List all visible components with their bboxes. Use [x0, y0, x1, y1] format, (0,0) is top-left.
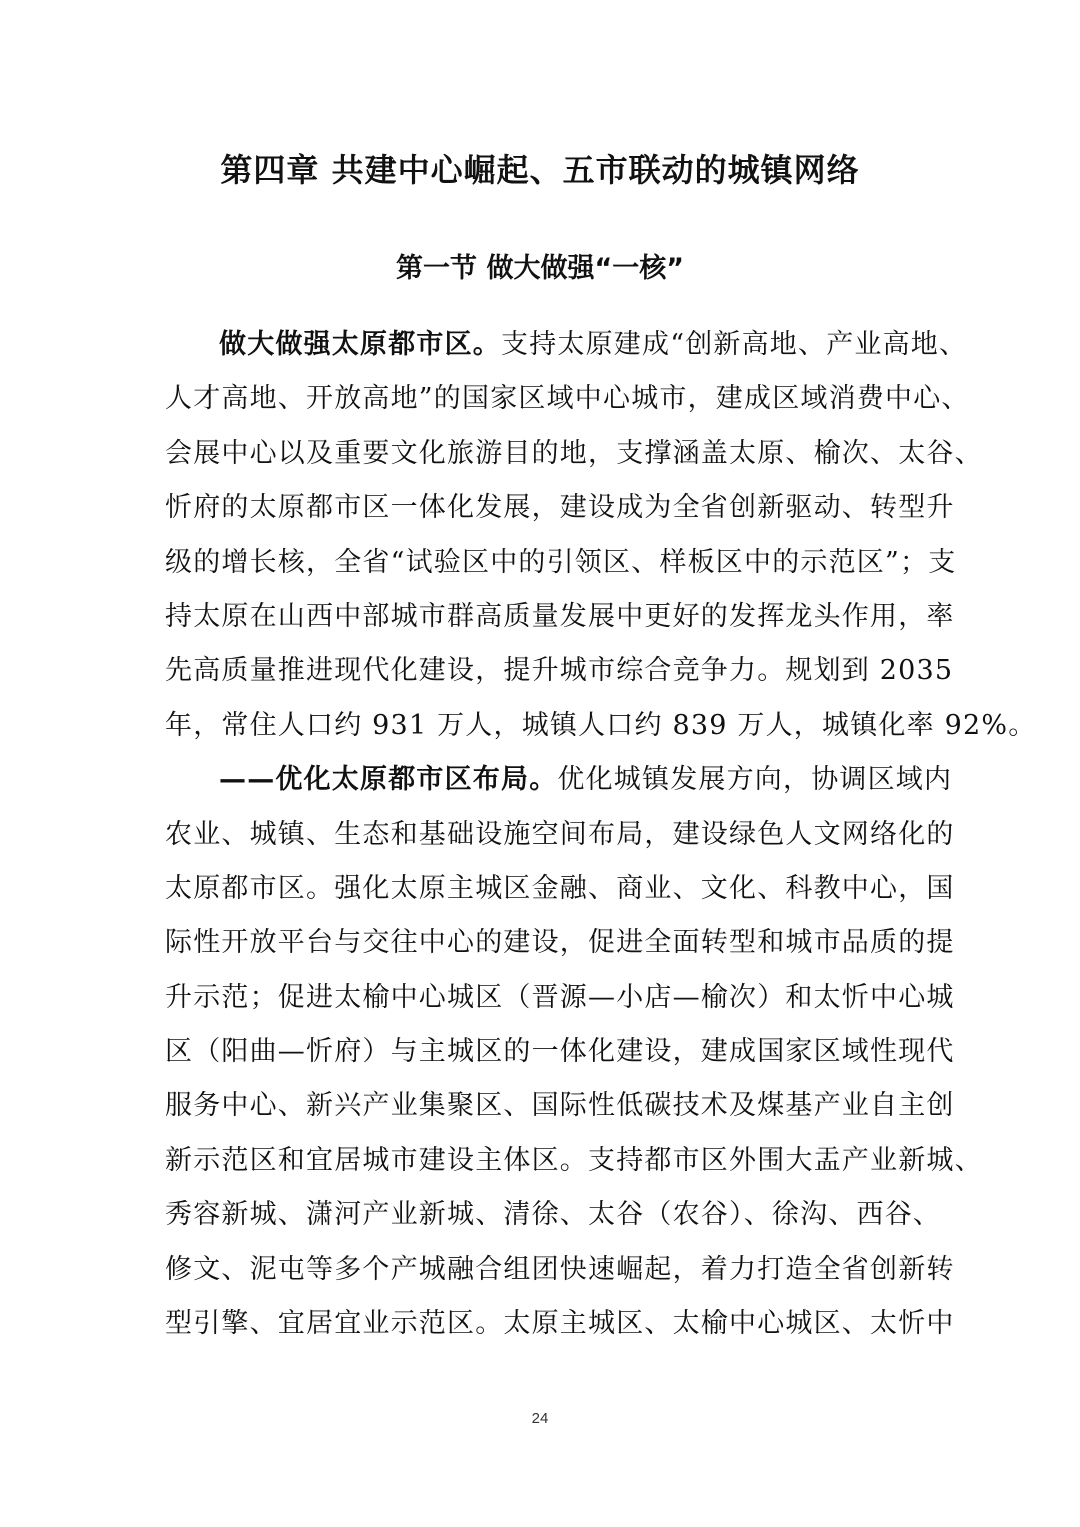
paragraph-1-line-4: 忻府的太原都市区一体化发展，建设成为全省创新驱动、转型升 — [165, 492, 955, 524]
paragraph-2-line-3: 太原都市区。强化太原主城区金融、商业、文化、科教中心，国 — [165, 872, 955, 904]
paragraph-2-line-9: 秀容新城、潇河产业新城、清徐、太谷（农谷）、徐沟、西谷、 — [165, 1199, 942, 1231]
paragraph-2-line-11: 型引擎、宜居宜业示范区。太原主城区、太榆中心城区、太忻中 — [165, 1308, 955, 1340]
paragraph-2-line-4: 际性开放平台与交往中心的建设，促进全面转型和城市品质的提 — [165, 927, 955, 959]
paragraph-1-lead: 做大做强太原都市区。 — [219, 329, 501, 360]
paragraph-2-line-8: 新示范区和宜居城市建设主体区。支持都市区外围大盂产业新城、 — [165, 1144, 983, 1176]
section-title: 第一节 做大做强“一核” — [396, 253, 684, 284]
paragraph-1-line-1 — [165, 318, 968, 372]
paragraph-2-line-6: 区（阳曲—忻府）与主城区的一体化建设，建成国家区域性现代 — [165, 1036, 955, 1068]
paragraph-1-line-5: 级的增长核，全省“试验区中的引领区、样板区中的示范区”；支 — [165, 546, 957, 578]
paragraph-2-line-2: 农业、城镇、生态和基础设施空间布局，建设绿色人文网络化的 — [165, 818, 955, 850]
paragraph-2-line-5: 升示范；促进太榆中心城区（晋源—小店—榆次）和太忻中心城 — [165, 981, 955, 1013]
paragraph-1-line-8: 年，常住人口约 931 万人，城镇人口约 839 万人，城镇化率 92%。 — [165, 709, 1037, 741]
body-text — [165, 318, 1037, 1351]
paragraph-2-line-10: 修文、泥屯等多个产城融合组团快速崛起，着力打造全省创新转 — [165, 1253, 955, 1285]
paragraph-2-line-7: 服务中心、新兴产业集聚区、国际性低碳技术及煤基产业自主创 — [165, 1090, 955, 1122]
paragraph-1-text: 支持太原建成“创新高地、产业高地、 — [501, 329, 968, 360]
paragraph-2-text: 优化城镇发展方向，协调区域内 — [557, 764, 953, 796]
paragraph-2-line-1 — [165, 753, 953, 807]
paragraph-1-line-7: 先高质量推进现代化建设，提升城市综合竞争力。规划到 2035 — [165, 655, 954, 687]
paragraph-1-line-3: 会展中心以及重要文化旅游目的地，支撑涵盖太原、榆次、太谷、 — [165, 437, 983, 469]
paragraph-1-line-6: 持太原在山西中部城市群高质量发展中更好的发挥龙头作用，率 — [165, 600, 955, 632]
paragraph-1-line-2: 人才高地、开放高地”的国家区域中心城市，建成区域消费中心、 — [165, 383, 970, 415]
chapter-title: 第四章 共建中心崛起、五市联动的城镇网络 — [220, 151, 860, 189]
page-number: 24 — [531, 1410, 549, 1427]
paragraph-2-lead: ——优化太原都市区布局。 — [219, 764, 558, 796]
